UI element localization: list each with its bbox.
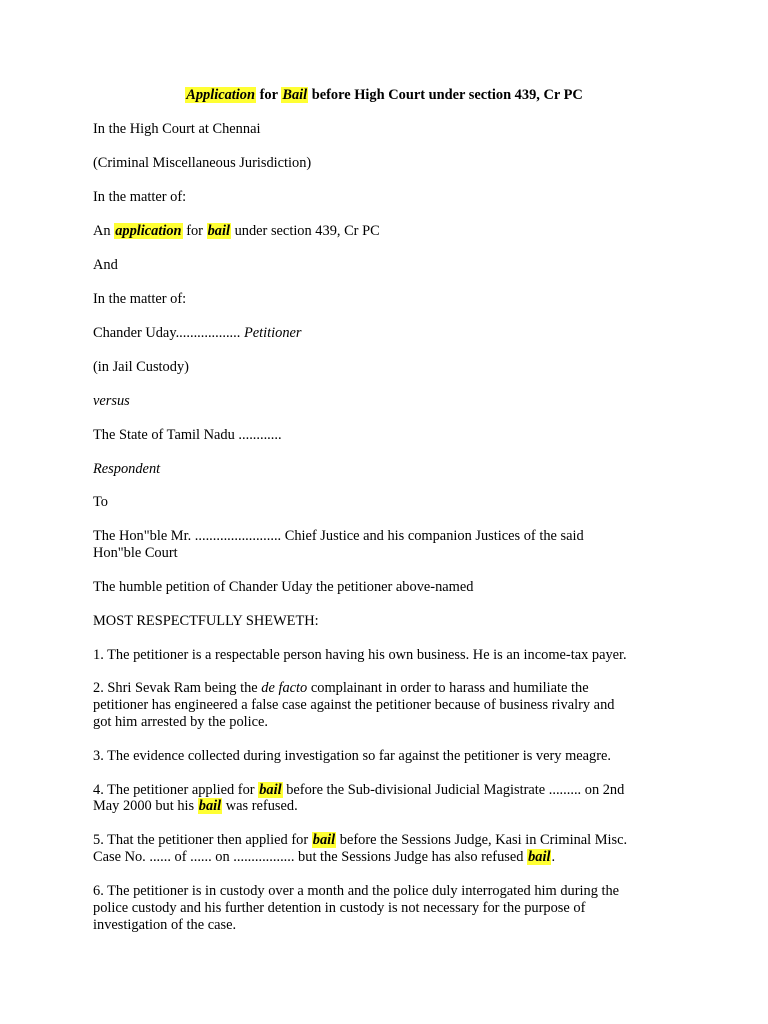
custody-line: (in Jail Custody) [93,359,189,375]
point-5-line-1: 5. That the petitioner then applied for bail before the Sessions Judge, Kasi in Criminal Misc. [93,832,628,848]
respondent-label: Respondent [93,461,161,477]
highlight-bail: bail [198,798,222,814]
jurisdiction: (Criminal Miscellaneous Jurisdiction) [93,155,312,171]
highlight-bail: Bail [282,87,308,103]
addressee-line-2: Hon"ble Court [93,545,178,561]
application-line: An application for bail under section 439, Cr PC [93,223,380,239]
highlight-application: application [115,223,182,239]
matter-heading-1: In the matter of: [93,189,187,205]
petitioner-line: Chander Uday.................. Petitioner [93,325,302,341]
petition-intro: The humble petition of Chander Uday the petitioner above-named [93,579,474,595]
to-line: To [93,494,108,510]
highlight-bail: bail [528,849,551,865]
matter-heading-2: In the matter of: [93,291,187,307]
point-1: 1. The petitioner is a respectable person having his own business. He is an income-tax payer. [93,647,627,663]
highlight-bail: bail [312,832,336,848]
point-5-line-2: Case No. ...... of ...... on ................. but the Sessions Judge has also refused bail. [93,849,556,865]
point-4-line-1: 4. The petitioner applied for bail before the Sub-divisional Judicial Magistrate ......... on 2nd [93,782,625,798]
and-line: And [93,257,118,273]
document-title: Application for Bail before High Court under section 439, Cr PC [186,87,583,103]
versus-line: versus [93,393,130,409]
addressee-line-1: The Hon"ble Mr. ........................ Chief Justice and his companion Justices of the said [93,528,584,544]
sheweth-heading: MOST RESPECTFULLY SHEWETH: [93,613,319,629]
highlight-application: Application [186,87,255,103]
respondent-name: The State of Tamil Nadu ............ [93,427,282,443]
point-2-line-3: got him arrested by the police. [93,714,269,730]
highlight-bail: bail [259,782,282,798]
point-2-line-1: 2. Shri Sevak Ram being the de facto complainant in order to harass and humiliate the [93,680,589,696]
court-name: In the High Court at Chennai [93,121,261,137]
point-6-line-3: investigation of the case. [93,917,237,933]
point-6-line-2: police custody and his further detention in custody is not necessary for the purpose of [93,900,586,916]
highlight-bail: bail [207,223,230,239]
point-3: 3. The evidence collected during investigation so far against the petitioner is very meagre. [93,748,612,764]
point-6-line-1: 6. The petitioner is in custody over a month and the police duly interrogated him during the [93,883,620,899]
point-4-line-2: May 2000 but his bail was refused. [93,798,298,814]
point-2-line-2: petitioner has engineered a false case against the petitioner because of business rivalry and [93,697,615,713]
